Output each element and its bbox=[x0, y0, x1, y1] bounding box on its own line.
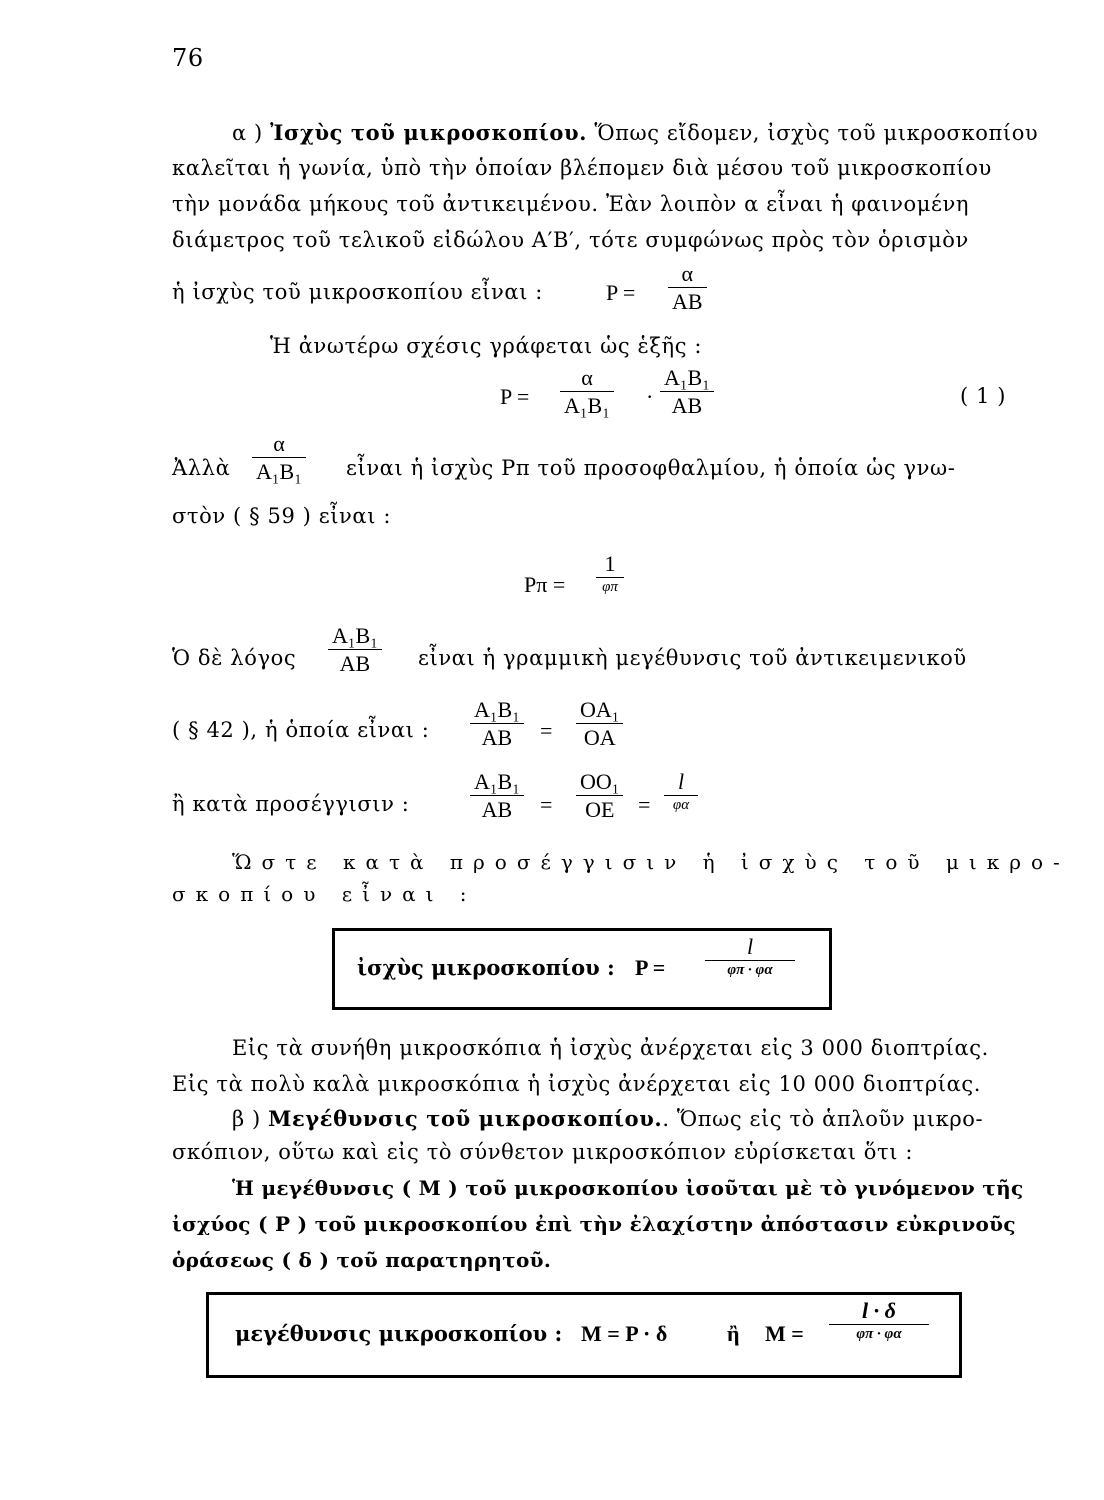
section-b-text: . Ὅπως εἰς τὸ ἁπλοῦν μικρο- bbox=[662, 1107, 984, 1131]
approx-fraction-1 bbox=[470, 770, 524, 821]
approx-den2: OE bbox=[585, 797, 615, 823]
eq-mag-text: ( § 42 ), ἡ ὁποία εἶναι : bbox=[172, 718, 430, 742]
mag-num2: OA₁ bbox=[580, 697, 620, 722]
section-a-text: Ὅπως εἴδομεν, ἰσχὺς τοῦ μικροσκοπίου bbox=[594, 121, 1039, 145]
eq1-label: ( 1 ) bbox=[960, 384, 1007, 408]
eq-def-num: α bbox=[681, 261, 694, 286]
mag-num1: A₁B₁ bbox=[474, 697, 520, 722]
text-ratio-rest: εἶναι ἡ γραμμικὴ μεγέθυνσις τοῦ ἀντικειμενικοῦ bbox=[418, 646, 967, 670]
eq1-lhs: P = bbox=[500, 384, 530, 409]
para-common-line2: Εἰς τὰ πολὺ καλὰ μικροσκόπια ἡ ἰσχὺς ἀνέρχεται εἰς 10 000 διοπτρίας. bbox=[172, 1072, 982, 1096]
text-but-rest: εἶναι ἡ ἰσχὺς Pπ τοῦ προσοφθαλμίου, ἡ ὁποία ὡς γνω- bbox=[346, 456, 956, 480]
rule-line2: ἰσχύος ( P ) τοῦ μικροσκοπίου ἐπὶ τὴν ἐλαχίστην ἀπόστασιν εὐκρινοῦς bbox=[172, 1212, 1016, 1236]
text-rewritten: Ἡ ἀνωτέρω σχέσις γράφεται ὡς ἑξῆς : bbox=[270, 334, 703, 358]
eq1-den2: AB bbox=[671, 393, 703, 419]
text-but-start: Ἀλλὰ bbox=[172, 456, 231, 480]
box1-den: φπ · φα bbox=[727, 962, 773, 979]
eq1-dot: · bbox=[646, 384, 654, 409]
section-a-line4: διάμετρος τοῦ τελικοῦ εἰδώλου A′B′, τότε συμφώνως πρὸς τὸν ὁρισμὸν bbox=[172, 228, 969, 252]
approx-den1: AB bbox=[481, 797, 513, 823]
eq1-num1: α bbox=[581, 365, 593, 390]
para-common-line1: Εἰς τὰ συνήθη μικροσκόπια ἡ ἰσχὺς ἀνέρχεται εἰς 3 000 διοπτρίας. bbox=[232, 1036, 989, 1060]
ratio-fraction bbox=[328, 624, 382, 675]
approx-equals-2: = bbox=[638, 792, 651, 817]
eq-eyepiece-lhs: Pπ = bbox=[524, 572, 566, 597]
approx-fraction-3 bbox=[664, 770, 698, 814]
eq-def-fraction bbox=[668, 262, 707, 313]
mag-equals: = bbox=[540, 718, 553, 743]
approx-num3: l bbox=[677, 769, 685, 794]
section-a-title: Ἰσχὺς τοῦ μικροσκοπίου. bbox=[270, 120, 588, 145]
eq-eyepiece-den: φπ bbox=[602, 579, 618, 596]
text-hence-line2: σκοπίου εἶναι : bbox=[172, 882, 477, 906]
text-but-line2: στὸν ( § 59 ) εἶναι : bbox=[172, 504, 391, 528]
approx-num1: A₁B₁ bbox=[474, 769, 520, 794]
mag-den1: AB bbox=[481, 725, 513, 751]
section-b-line1 bbox=[232, 1106, 983, 1131]
mag-fraction-2 bbox=[576, 698, 623, 749]
section-a-line2: καλεῖται ἡ γωνία, ὑπὸ τὴν ὁποίαν βλέπομεν διὰ μέσου τοῦ μικροσκοπίου bbox=[172, 156, 992, 180]
box2-lhs: M = bbox=[765, 1321, 804, 1346]
section-a-label: α ) bbox=[232, 121, 263, 145]
box2-label: μεγέθυνσις μικροσκοπίου : bbox=[235, 1321, 563, 1346]
box1-lhs: P = bbox=[635, 955, 666, 980]
approx-fraction-2 bbox=[576, 770, 623, 821]
eq-def-den: AB bbox=[672, 289, 703, 315]
mag-fraction-1 bbox=[470, 698, 524, 749]
box2-or: ἢ bbox=[727, 1321, 740, 1346]
eq1-den1: A₁B₁ bbox=[564, 393, 610, 419]
eq1-num2: A₁B₁ bbox=[664, 365, 710, 390]
section-a-line3: τὴν μονάδα μήκους τοῦ ἀντικειμένου. Ἐὰν λοιπὸν α εἶναι ἡ φαινομένη bbox=[172, 192, 970, 216]
box2-fraction bbox=[829, 1299, 929, 1343]
eq1-fraction-2 bbox=[660, 366, 714, 417]
power-formula-box bbox=[332, 928, 832, 1010]
approx-equals-1: = bbox=[540, 792, 553, 817]
section-b-title: Μεγέθυνσις τοῦ μικροσκοπίου. bbox=[268, 1106, 663, 1131]
approx-num2: OO₁ bbox=[580, 769, 620, 794]
ratio-num: A₁B₁ bbox=[332, 623, 378, 648]
rule-line1: Ἡ μεγέθυνσις ( M ) τοῦ μικροσκοπίου ἰσοῦται μὲ τὸ γινόμενον τῆς bbox=[232, 1176, 1024, 1200]
eq-eyepiece-fraction bbox=[596, 552, 624, 596]
ratio-den: AB bbox=[339, 651, 371, 677]
but-fraction bbox=[252, 432, 306, 483]
box2-expr1: M = P · δ bbox=[581, 1321, 668, 1346]
section-a-line1 bbox=[232, 120, 1038, 145]
but-den: A₁B₁ bbox=[256, 459, 302, 485]
page-number: 76 bbox=[172, 44, 204, 72]
approx-den3: φα bbox=[672, 797, 690, 814]
section-a-line5: ἡ ἰσχὺς τοῦ μικροσκοπίου εἶναι : bbox=[172, 280, 543, 304]
but-num: α bbox=[273, 431, 285, 456]
section-b-line2: σκόπιον, οὕτω καὶ εἰς τὸ σύνθετον μικροσκόπιον εὑρίσκεται ὅτι : bbox=[172, 1140, 914, 1164]
box1-label: ἰσχὺς μικροσκοπίου : bbox=[357, 955, 615, 980]
eq-eyepiece-num: 1 bbox=[604, 551, 616, 576]
box1-num: l bbox=[746, 934, 754, 959]
section-b-label: β ) bbox=[232, 1107, 261, 1131]
eq-def-lhs: P = bbox=[606, 280, 636, 305]
eq1-fraction-1 bbox=[560, 366, 614, 417]
text-ratio-start: Ὁ δὲ λόγος bbox=[172, 646, 297, 670]
mag-den2: OA bbox=[583, 725, 616, 751]
box2-den: φπ · φα bbox=[856, 1326, 902, 1343]
box2-num: l · δ bbox=[862, 1298, 896, 1323]
box1-fraction bbox=[705, 935, 795, 979]
magnification-formula-box bbox=[206, 1292, 962, 1378]
text-hence-line1: Ὥστε κατὰ προσέγγισιν ἡ ἰσχὺς τοῦ μικρο- bbox=[232, 850, 1070, 874]
rule-line3: ὁράσεως ( δ ) τοῦ παρατηρητοῦ. bbox=[172, 1248, 552, 1272]
eq-approx-text: ἢ κατὰ προσέγγισιν : bbox=[172, 792, 410, 816]
